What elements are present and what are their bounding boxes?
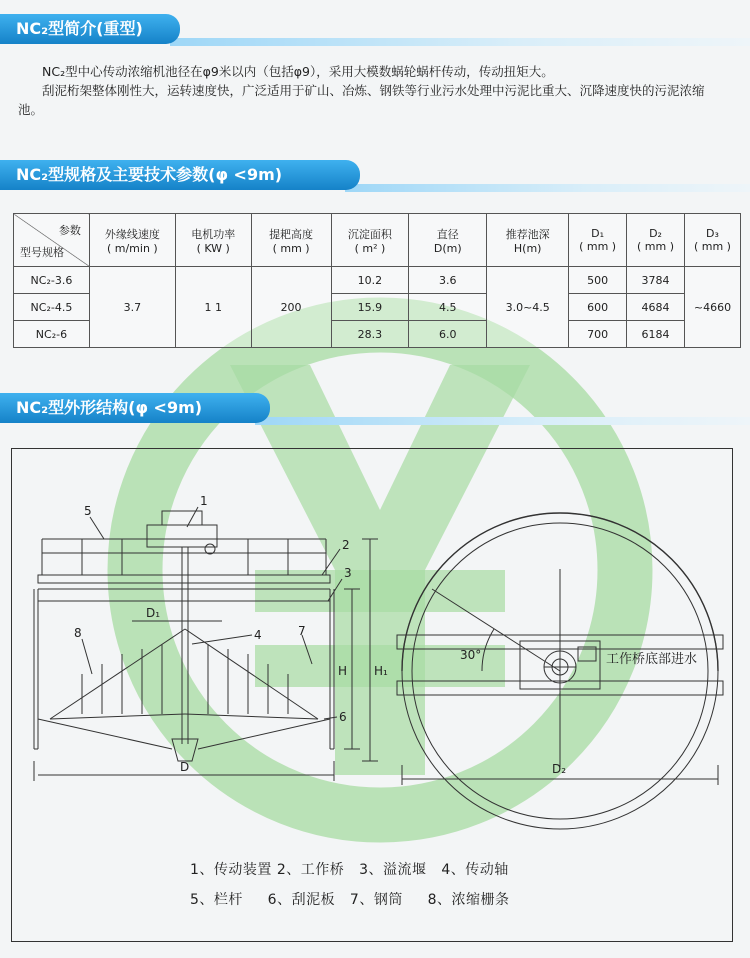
header-area: 沉淀面积 ( m² ) xyxy=(331,214,409,267)
d2-cell: 3784 xyxy=(627,267,685,294)
structure-drawing-frame xyxy=(11,448,733,942)
spec-section-title: NC₂型规格及主要技术参数(φ <9m) xyxy=(0,160,360,190)
header-d1: D₁ ( mm ) xyxy=(569,214,627,267)
intro-paragraph-2: 刮泥桁架整体刚性大，运转速度快，广泛适用于矿山、冶炼、钢铁等行业污水处理中污泥比重大、沉降速度快的污泥浓缩池。 xyxy=(18,83,705,117)
area-cell: 28.3 xyxy=(331,321,409,348)
intro-text xyxy=(18,62,728,119)
callout-6: 6 xyxy=(339,710,347,724)
header-depth: 推荐池深 H(m) xyxy=(487,214,569,267)
intro-section-header xyxy=(0,14,750,46)
header-lift: 提耙高度 ( mm ) xyxy=(251,214,331,267)
water-inlet-label: 工作桥底部进水 xyxy=(606,652,698,667)
table-row xyxy=(14,267,741,294)
header-speed: 外缘线速度 ( m/min ) xyxy=(89,214,175,267)
callout-3: 3 xyxy=(344,566,352,580)
corner-bottom-label: 型号规格 xyxy=(20,246,64,259)
callout-2: 2 xyxy=(342,538,350,552)
d1-cell: 500 xyxy=(569,267,627,294)
corner-top-label: 参数 xyxy=(58,224,81,237)
intro-paragraph-1: NC₂型中心传动浓缩机池径在φ9米以内（包括φ9），采用大模数蜗轮蜗杆传动，传动扭矩大。 xyxy=(42,64,554,79)
dim-h-label: H xyxy=(338,664,348,678)
structure-section-title: NC₂型外形结构(φ <9m) xyxy=(0,393,270,423)
table-header-row xyxy=(14,214,741,267)
table-corner-cell xyxy=(14,214,90,267)
callout-4: 4 xyxy=(254,628,262,642)
model-cell: NC₂-4.5 xyxy=(14,294,90,321)
d3-cell: ~4660 xyxy=(684,267,740,348)
power-cell: 1 1 xyxy=(175,267,251,348)
depth-cell: 3.0~4.5 xyxy=(487,267,569,348)
callout-8: 8 xyxy=(74,626,82,640)
header-power: 电机功率 ( KW ) xyxy=(175,214,251,267)
legend-row-2: 5、栏杆 6、刮泥板 7、钢筒 8、浓缩栅条 xyxy=(190,892,510,908)
angle-label: 30° xyxy=(460,648,482,662)
d2-cell: 4684 xyxy=(627,294,685,321)
spec-table xyxy=(13,213,741,348)
model-cell: NC₂-6 xyxy=(14,321,90,348)
callout-7: 7 xyxy=(298,624,306,638)
callout-5: 5 xyxy=(84,504,92,518)
dim-h1-label: H₁ xyxy=(374,664,388,678)
legend-row-1: 1、传动装置 2、工作桥 3、溢流堰 4、传动轴 xyxy=(190,862,509,878)
dim-d2-label: D₂ xyxy=(552,762,567,776)
model-cell: NC₂-3.6 xyxy=(14,267,90,294)
intro-section-title: NC₂型简介(重型) xyxy=(0,14,180,44)
diameter-cell: 3.6 xyxy=(409,267,487,294)
dim-d-label: D xyxy=(180,760,190,774)
lift-cell: 200 xyxy=(251,267,331,348)
diameter-cell: 6.0 xyxy=(409,321,487,348)
dim-d1-label: D₁ xyxy=(146,606,161,620)
diameter-cell: 4.5 xyxy=(409,294,487,321)
d1-cell: 600 xyxy=(569,294,627,321)
area-cell: 10.2 xyxy=(331,267,409,294)
d1-cell: 700 xyxy=(569,321,627,348)
header-diameter: 直径 D(m) xyxy=(409,214,487,267)
structure-section-header xyxy=(0,393,750,425)
callout-1: 1 xyxy=(200,494,208,508)
header-d2: D₂ ( mm ) xyxy=(627,214,685,267)
d2-cell: 6184 xyxy=(627,321,685,348)
area-cell: 15.9 xyxy=(331,294,409,321)
spec-section-header xyxy=(0,160,750,192)
speed-cell: 3.7 xyxy=(89,267,175,348)
header-d3: D₃ ( mm ) xyxy=(684,214,740,267)
